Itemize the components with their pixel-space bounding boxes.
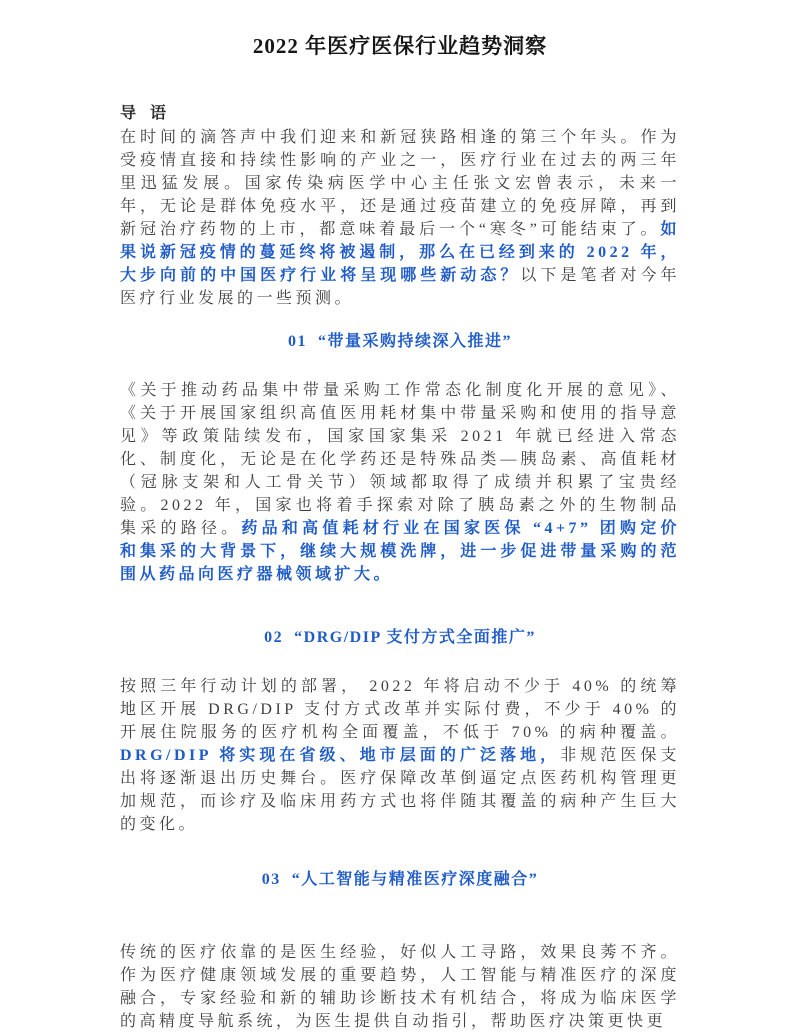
intro-text-trailing: 以下是笔者对今年医疗行业发展的一些预测。 [120,267,680,307]
section-03-text-primary: 传统的医疗依靠的是医生经验，好似人工寻路，效果良莠不齐。作为医疗健康领域发展的重要趋势，人工智能与精准医疗的深度融合，专家经验和新的辅助诊断技术有机结合，将成为临床医学的高精度导航系统，为医生提供自动指引，帮助医疗决策更快更 [120,944,680,1030]
section-02-text-trailing: 非规范医保支出将逐渐退出历史舞台。医疗保障改革倒逼定点医药机构管理更加规范，而诊疗及临床用药方式也将伴随其覆盖的病种产生巨大的变化。 [120,747,680,833]
section-01-text-primary: 《关于推动药品集中带量采购工作常态化制度化开展的意见》、《关于开展国家组织高值医用耗材集中带量采购和使用的指导意见》等政策陆续发布，国家国家集采 2021 年就已经进入常态化、制度化，无论是在化学药还是特殊品类—胰岛素、高值耗材（冠脉支架和人工骨关节）领域都取得了成绩并积累了宝贵经验。2022 年，国家也将着手探索对除了胰岛素之外的生物制品集采的路径。 [120,382,680,537]
section-01-text-highlight: 药品和高值耗材行业在国家医保 “4+7” 团购定价和集采的大背景下，继续大规模洗牌，进一步促进带量采购的范围从药品向医疗器械领域扩大。 [120,520,680,583]
section-02-text-primary: 按照三年行动计划的部署， 2022 年将启动不少于 40% 的统筹地区开展 DRG/DIP 支付方式改革并实际付费，不少于 40% 的开展住院服务的医疗机构全面覆盖，不低于 70% 的病种覆盖。 [120,678,680,741]
intro-paragraph [120,126,680,310]
intro-text-highlight: 如果说新冠疫情的蔓延终将被遏制，那么在已经到来的 2022 年，大步向前的中国医疗行业将呈现哪些新动态？ [120,221,680,284]
section-02-paragraph [120,675,680,836]
section-03-heading: 03 “人工智能与精准医疗深度融合” [261,871,539,888]
intro-text-primary: 在时间的滴答声中我们迎来和新冠狭路相逢的第三个年头。作为受疫情直接和持续性影响的产业之一，医疗行业在过去的两三年里迅猛发展。国家传染病医学中心主任张文宏曾表示，未来一年，无论是群体免疫水平，还是通过疫苗建立的免疫屏障，再到新冠治疗药物的上市，都意味着最后一个“寒冬”可能结束了。 [120,129,680,238]
section-03 [120,866,680,1033]
section-01 [120,328,680,586]
section-01-heading: 01 “带量采购持续深入推进” [287,333,512,350]
section-03-paragraph [120,941,680,1033]
section-02-text-highlight: DRG/DIP 将实现在省级、地市层面的广泛落地， [120,747,561,764]
intro-label: 导 语 [120,105,172,122]
section-02 [120,624,680,836]
page-title: 2022 年医疗医保行业趋势洞察 [252,34,548,58]
section-01-paragraph [120,379,680,586]
section-02-heading: 02 “DRG/DIP 支付方式全面推广” [264,629,536,646]
